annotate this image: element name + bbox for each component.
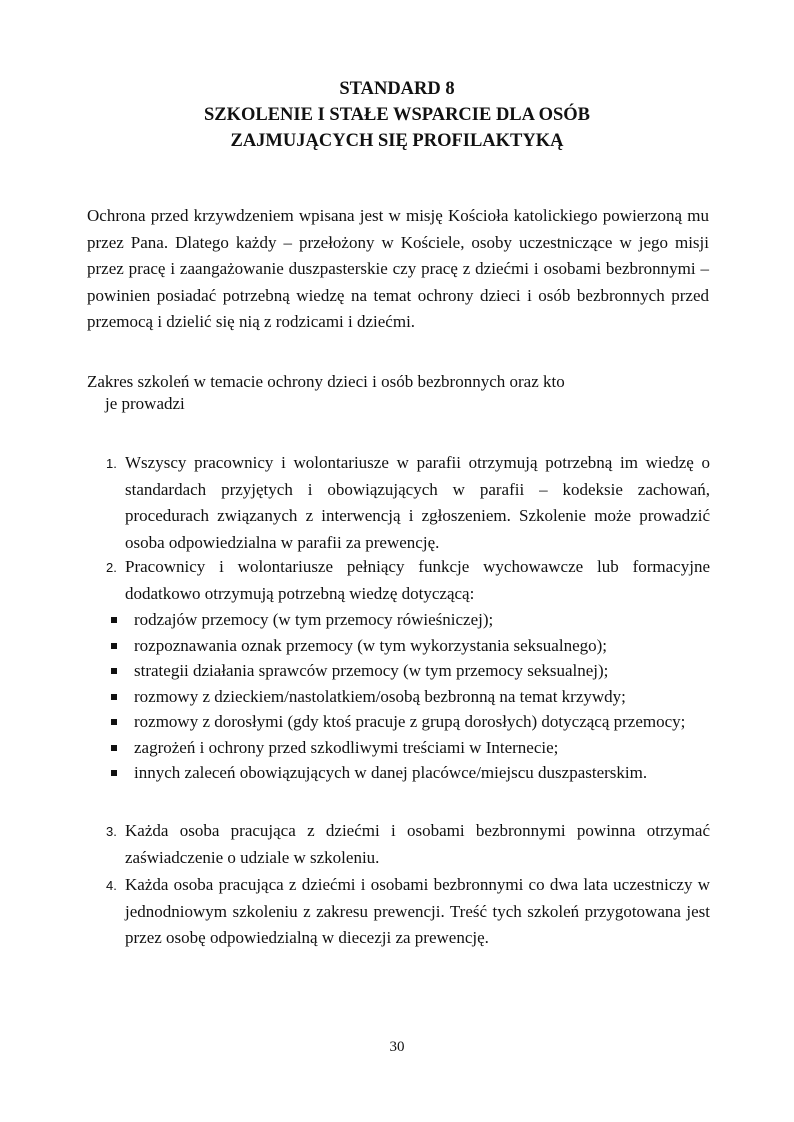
item-number: 3. (106, 824, 117, 839)
square-bullet-icon (111, 770, 117, 776)
list-item-text: rozmowy z dorosłymi (gdy ktoś pracuje z grupą dorosłych) dotyczącą przemocy; (134, 712, 686, 731)
item-number: 1. (106, 456, 117, 471)
item-text: Każda osoba pracująca z dziećmi i osobami bezbronnymi powinna otrzymać zaświadczenie o udziale w szkoleniu. (125, 821, 710, 867)
numbered-item-2 (106, 554, 710, 607)
list-item (110, 709, 714, 735)
standard-number-heading: STANDARD 8 (339, 79, 455, 99)
numbered-item-3 (106, 818, 710, 871)
list-item (110, 607, 714, 633)
scope-heading-line-1: Zakres szkoleń w temacie ochrony dzieci i osób bezbronnych oraz kto (87, 372, 565, 391)
list-item (110, 658, 714, 684)
page-number: 30 (389, 1039, 405, 1055)
square-bullet-icon (111, 745, 117, 751)
list-item-text: rodzajów przemocy (w tym przemocy rówieśniczej); (134, 610, 494, 629)
item-number: 2. (106, 560, 117, 575)
training-topics-list (110, 607, 714, 786)
list-item (110, 633, 714, 659)
item-number: 4. (106, 878, 117, 893)
item-text: Pracownicy i wolontariusze pełniący funkcje wychowawcze lub formacyjne dodatkowo otrzymują potrzebną wiedzę dotyczącą: (125, 557, 710, 603)
scope-heading-line-2: je prowadzi (105, 394, 185, 413)
list-item-text: innych zaleceń obowiązujących w danej placówce/miejscu duszpasterskim. (134, 763, 648, 782)
square-bullet-icon (111, 643, 117, 649)
square-bullet-icon (111, 719, 117, 725)
numbered-item-4 (106, 872, 710, 952)
list-item-text: rozmowy z dzieckiem/nastolatkiem/osobą bezbronną na temat krzywdy; (134, 686, 626, 706)
standard-title-line-2: ZAJMUJĄCYCH SIĘ PROFILAKTYKĄ (230, 131, 564, 151)
list-item (110, 735, 714, 761)
list-item-text: zagrożeń i ochrony przed szkodliwymi treściami w Internecie; (134, 737, 559, 757)
square-bullet-icon (111, 694, 117, 700)
list-item-text: strategii działania sprawców przemocy (w tym przemocy seksualnej); (134, 661, 609, 680)
list-item-text: rozpoznawania oznak przemocy (w tym wykorzystania seksualnego); (134, 635, 607, 655)
numbered-item-1 (106, 450, 710, 556)
list-item (110, 684, 714, 710)
standard-title-line-1: SZKOLENIE I STAŁE WSPARCIE DLA OSÓB (203, 105, 591, 125)
intro-paragraph: Ochrona przed krzywdzeniem wpisana jest w misję Kościoła katolickiego powierzoną mu przez Pana. Dlatego każdy – przełożony w Kościele, osoby uczestniczące w jego misji przez pracę i zaangażowanie duszpasterskie czy pracę z dziećmi i osobami bezbronnymi – powinien posiadać potrzebną wiedzę na temat ochrony dzieci i osób bezbronnych przed przemocą i dzielić się nią z rodzicami i dziećmi. (87, 206, 709, 331)
list-item (110, 760, 714, 786)
item-text: Każda osoba pracująca z dziećmi i osobami bezbronnymi co dwa lata uczestniczy w jednodniowym szkoleniu z zakresu prewencji. Treść tych szkoleń przygotowana jest przez osobę odpowiedzialną w diecezji za prewencję. (125, 875, 710, 947)
square-bullet-icon (111, 668, 117, 674)
scope-heading (87, 371, 647, 415)
square-bullet-icon (111, 617, 117, 623)
item-text: Wszyscy pracownicy i wolontariusze w parafii otrzymują potrzebną im wiedzę o standardach przyjętych i obowiązujących w parafii – kodeksie zachowań, procedurach związanych z interwencją i zgłoszeniem. Szkolenie może prowadzić osoba odpowiedzialna w parafii za prewencję. (125, 453, 710, 552)
